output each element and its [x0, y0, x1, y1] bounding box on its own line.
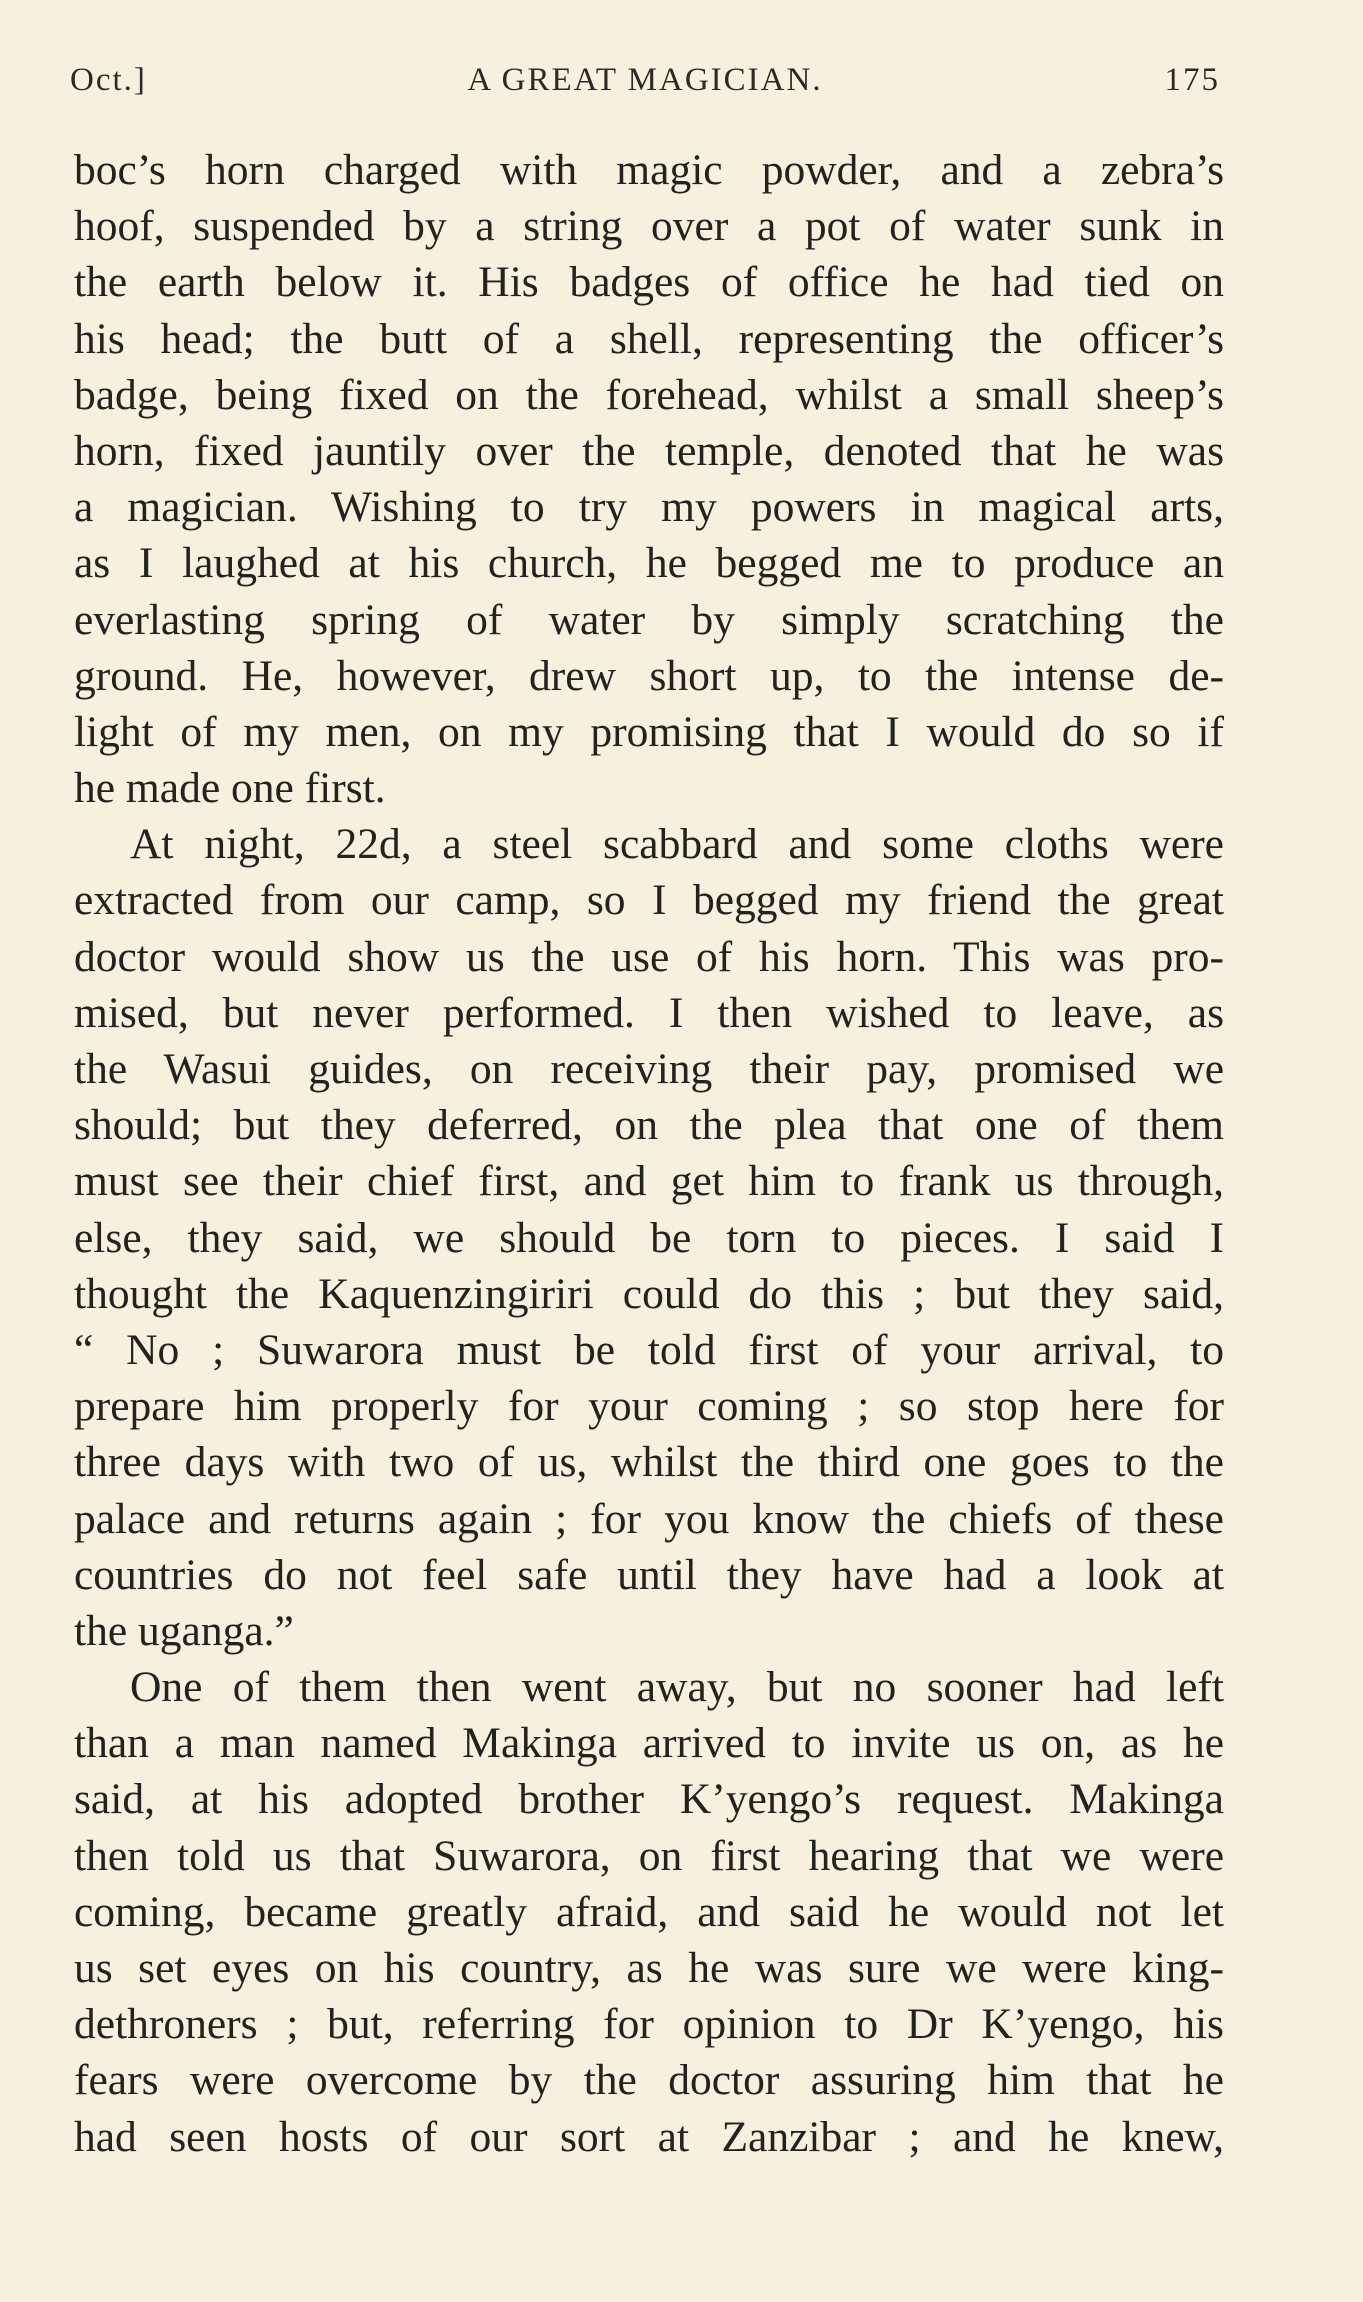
text-line: doctor would show us the use of his horn. This was pro- [74, 932, 1224, 981]
running-head-month: Oct.] [70, 62, 147, 98]
text-line: ground. He, however, drew short up, to the intense de- [74, 651, 1224, 700]
text-line: three days with two of us, whilst the third one goes to the [74, 1438, 1224, 1487]
text-line: had seen hosts of our sort at Zanzibar ; and he knew, [74, 2112, 1224, 2161]
text-line: said, at his adopted brother K’yengo’s request. Makinga [74, 1775, 1224, 1824]
text-line: “ No ; Suwarora must be told first of your arrival, to [74, 1325, 1224, 1374]
text-line: us set eyes on his country, as he was sure we were king- [74, 1944, 1224, 1992]
text-line: he made one first. [74, 764, 386, 813]
text-line: fears were overcome by the doctor assuring him that he [74, 2056, 1224, 2105]
text-line: light of my men, on my promising that I would do so if [74, 707, 1224, 756]
text-line: everlasting spring of water by simply scratching the [74, 595, 1224, 644]
text-line: dethroners ; but, referring for opinion to Dr K’yengo, his [74, 2000, 1224, 2049]
text-line: must see their chief first, and get him to frank us through, [74, 1157, 1224, 1206]
text-line: palace and returns again ; for you know the chiefs of these [74, 1494, 1224, 1543]
text-line: badge, being fixed on the forehead, whilst a small sheep’s [74, 370, 1224, 419]
text-line: boc’s horn charged with magic powder, and a zebra’s [74, 146, 1224, 194]
text-line: his head; the butt of a shell, representing the officer’s [74, 314, 1224, 363]
text-line: as I laughed at his church, he begged me to produce an [74, 539, 1224, 588]
text-line: mised, but never performed. I then wished to leave, as [74, 988, 1224, 1037]
body-text [74, 142, 1224, 2165]
text-line: countries do not feel safe until they have had a look at [74, 1550, 1224, 1599]
text-line: the uganga.” [74, 1606, 294, 1655]
text-line: the earth below it. His badges of office he had tied on [74, 258, 1224, 307]
text-line: prepare him properly for your coming ; so stop here for [74, 1382, 1224, 1431]
running-head-title: A GREAT MAGICIAN. [467, 62, 823, 98]
text-line: else, they said, we should be torn to pieces. I said I [74, 1213, 1224, 1262]
text-line: than a man named Makinga arrived to invite us on, as he [74, 1719, 1224, 1768]
text-line: hoof, suspended by a string over a pot of water sunk in [74, 202, 1224, 251]
text-line: thought the Kaquenzingiriri could do this ; but they said, [74, 1269, 1224, 1318]
text-line: extracted from our camp, so I begged my friend the great [74, 876, 1224, 925]
text-line: a magician. Wishing to try my powers in magical arts, [74, 483, 1224, 532]
text-line: At night, 22d, a steel scabbard and some cloths were [130, 820, 1224, 869]
text-line: horn, fixed jauntily over the temple, denoted that he was [74, 426, 1224, 475]
running-head [70, 62, 1220, 112]
text-line: the Wasui guides, on receiving their pay, promised we [74, 1045, 1224, 1093]
text-line: One of them then went away, but no sooner had left [130, 1663, 1224, 1712]
page-number: 175 [1164, 62, 1220, 98]
text-line: coming, became greatly afraid, and said he would not let [74, 1887, 1224, 1936]
text-line: should; but they deferred, on the plea that one of them [74, 1101, 1224, 1150]
text-line: then told us that Suwarora, on first hearing that we were [74, 1831, 1224, 1880]
